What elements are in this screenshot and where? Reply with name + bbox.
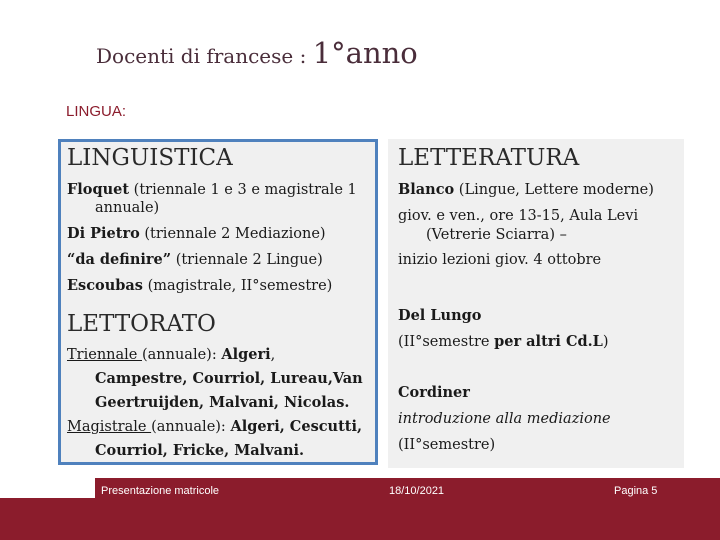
slide-title (96, 36, 418, 70)
course-info: (II°semestre) (398, 437, 496, 453)
teacher-name (398, 303, 682, 329)
teacher-name-text: Del Lungo (398, 307, 482, 324)
heading-letteratura: LETTERATURA (398, 145, 580, 171)
subtitle: LINGUA: (66, 103, 127, 120)
teacher-names-text: Courriol, Fricke, Malvani. (95, 442, 305, 459)
title-part-2: 1°anno (312, 36, 418, 70)
footer-page-number: Pagina 5 (614, 485, 658, 497)
teacher-name: Escoubas (67, 277, 143, 294)
teacher-names: Algeri, Cescutti, (230, 418, 363, 435)
triennale-label: Triennale (67, 347, 142, 363)
footer-left-text: Presentazione matricole (101, 485, 220, 497)
list-item (398, 177, 682, 203)
course-info: (Lingue, Lettere moderne) (454, 182, 654, 198)
course-info-text: ) (602, 334, 609, 350)
letteratura-cordiner (398, 380, 682, 458)
list-item (67, 273, 377, 299)
list-item (67, 221, 377, 247)
course-info (398, 329, 682, 355)
comma: , (270, 347, 276, 363)
course-info-text: (II°semestre (398, 334, 495, 350)
teacher-name (398, 380, 682, 406)
heading-linguistica: LINGUISTICA (67, 145, 233, 171)
footer (0, 478, 720, 540)
teacher-name: Blanco (398, 181, 455, 198)
heading-lettorato: LETTORATO (67, 311, 216, 337)
lettorato-list (67, 343, 377, 463)
magistrale-label: Magistrale (67, 419, 152, 435)
course-info-continued: annuale) (95, 200, 160, 216)
lettorato-magistrale-line (67, 415, 377, 439)
title-part-1: Docenti di francese : (96, 44, 313, 68)
footer-date: 18/10/2021 (389, 485, 445, 497)
schedule-line: (Vetrerie Sciarra) – (426, 227, 567, 243)
course-info-italic: introduzione alla mediazione (398, 411, 611, 427)
teacher-names (67, 391, 377, 415)
teacher-name: Di Pietro (67, 225, 140, 242)
teacher-names: Algeri (221, 346, 271, 363)
course-info (398, 406, 682, 432)
teacher-name-text: Cordiner (398, 384, 470, 401)
course-info: (triennale 1 e 3 e magistrale 1 (129, 182, 357, 198)
lettorato-triennale-line (67, 343, 377, 367)
letteratura-blanco (398, 177, 682, 275)
magistrale-annual: (annuale): (151, 419, 231, 435)
letteratura-dellungo (398, 303, 682, 355)
course-info: (triennale 2 Mediazione) (139, 226, 326, 242)
course-info: (magistrale, II°semestre) (142, 278, 333, 294)
teacher-names (67, 367, 377, 391)
teacher-name: Floquet (67, 181, 130, 198)
list-item (67, 247, 377, 273)
footer-bar-left (0, 498, 95, 540)
schedule-line: giov. e ven., ore 13-15, Aula Levi (398, 208, 639, 224)
triennale-annual: (annuale): (141, 347, 222, 363)
teacher-names-text: Campestre, Courriol, Lureau,Van (95, 370, 363, 387)
teacher-names (67, 439, 377, 463)
linguistica-list (67, 177, 377, 299)
teacher-name: “da definire” (67, 251, 172, 268)
schedule-line: inizio lezioni giov. 4 ottobre (398, 252, 602, 268)
teacher-names-text: Geertruijden, Malvani, Nicolas. (95, 394, 350, 411)
course-info: (triennale 2 Lingue) (171, 252, 323, 268)
course-info-bold: per altri Cd.L (494, 333, 603, 350)
